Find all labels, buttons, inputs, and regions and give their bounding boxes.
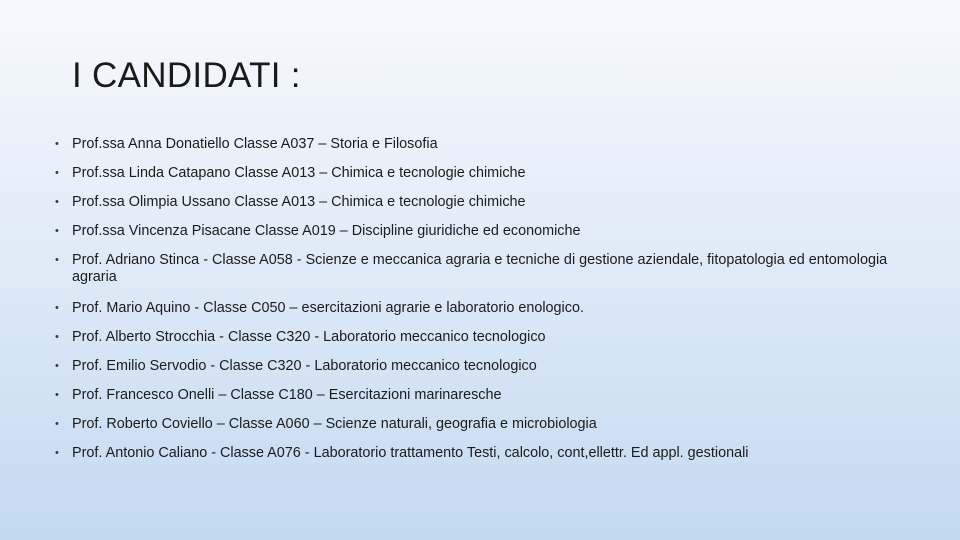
bullet-icon: • (55, 302, 59, 314)
bullet-icon: • (55, 360, 59, 372)
list-item (52, 387, 912, 404)
candidate-text: Prof.ssa Olimpia Ussano Classe A013 – Chimica e tecnologie chimiche (72, 194, 526, 210)
bullet-icon: • (55, 167, 59, 179)
list-item (52, 358, 912, 375)
candidate-text: Prof. Roberto Coviello – Classe A060 – Scienze naturali, geografia e microbiologia (72, 416, 597, 432)
candidate-text: Prof. Mario Aquino - Classe C050 – esercitazioni agrarie e laboratorio enologico. (72, 300, 584, 316)
bullet-icon: • (55, 447, 59, 459)
candidate-text: Prof. Adriano Stinca - Classe A058 - Scienze e meccanica agraria e tecniche di gestione aziendale, fitopatologia ed entomologia agraria (72, 252, 888, 285)
bullet-icon: • (55, 196, 59, 208)
list-item (52, 300, 912, 317)
slide-title: I CANDIDATI : (72, 56, 301, 95)
bullet-icon: • (55, 418, 59, 430)
bullet-icon: • (55, 225, 59, 237)
candidate-text: Prof.ssa Vincenza Pisacane Classe A019 – Discipline giuridiche ed economiche (72, 223, 581, 239)
bullet-icon: • (55, 138, 59, 150)
candidate-text: Prof.ssa Linda Catapano Classe A013 – Chimica e tecnologie chimiche (72, 165, 526, 181)
list-item (52, 194, 912, 211)
candidate-text: Prof. Emilio Servodio - Classe C320 - Laboratorio meccanico tecnologico (72, 358, 537, 374)
list-item (52, 252, 912, 286)
list-item (52, 329, 912, 346)
list-item (52, 223, 912, 240)
list-item (52, 165, 912, 182)
candidate-list (52, 136, 912, 474)
bullet-icon: • (55, 254, 59, 266)
candidate-text: Prof. Alberto Strocchia - Classe C320 - Laboratorio meccanico tecnologico (72, 329, 546, 345)
candidate-text: Prof. Antonio Caliano - Classe A076 - Laboratorio trattamento Testi, calcolo, cont,ellettr. Ed appl. gestionali (72, 445, 749, 461)
candidate-text: Prof. Francesco Onelli – Classe C180 – Esercitazioni marinaresche (72, 387, 502, 403)
candidate-text: Prof.ssa Anna Donatiello Classe A037 – Storia e Filosofia (72, 136, 438, 152)
list-item (52, 416, 912, 433)
bullet-icon: • (55, 389, 59, 401)
list-item (52, 445, 912, 462)
bullet-icon: • (55, 331, 59, 343)
list-item (52, 136, 912, 153)
